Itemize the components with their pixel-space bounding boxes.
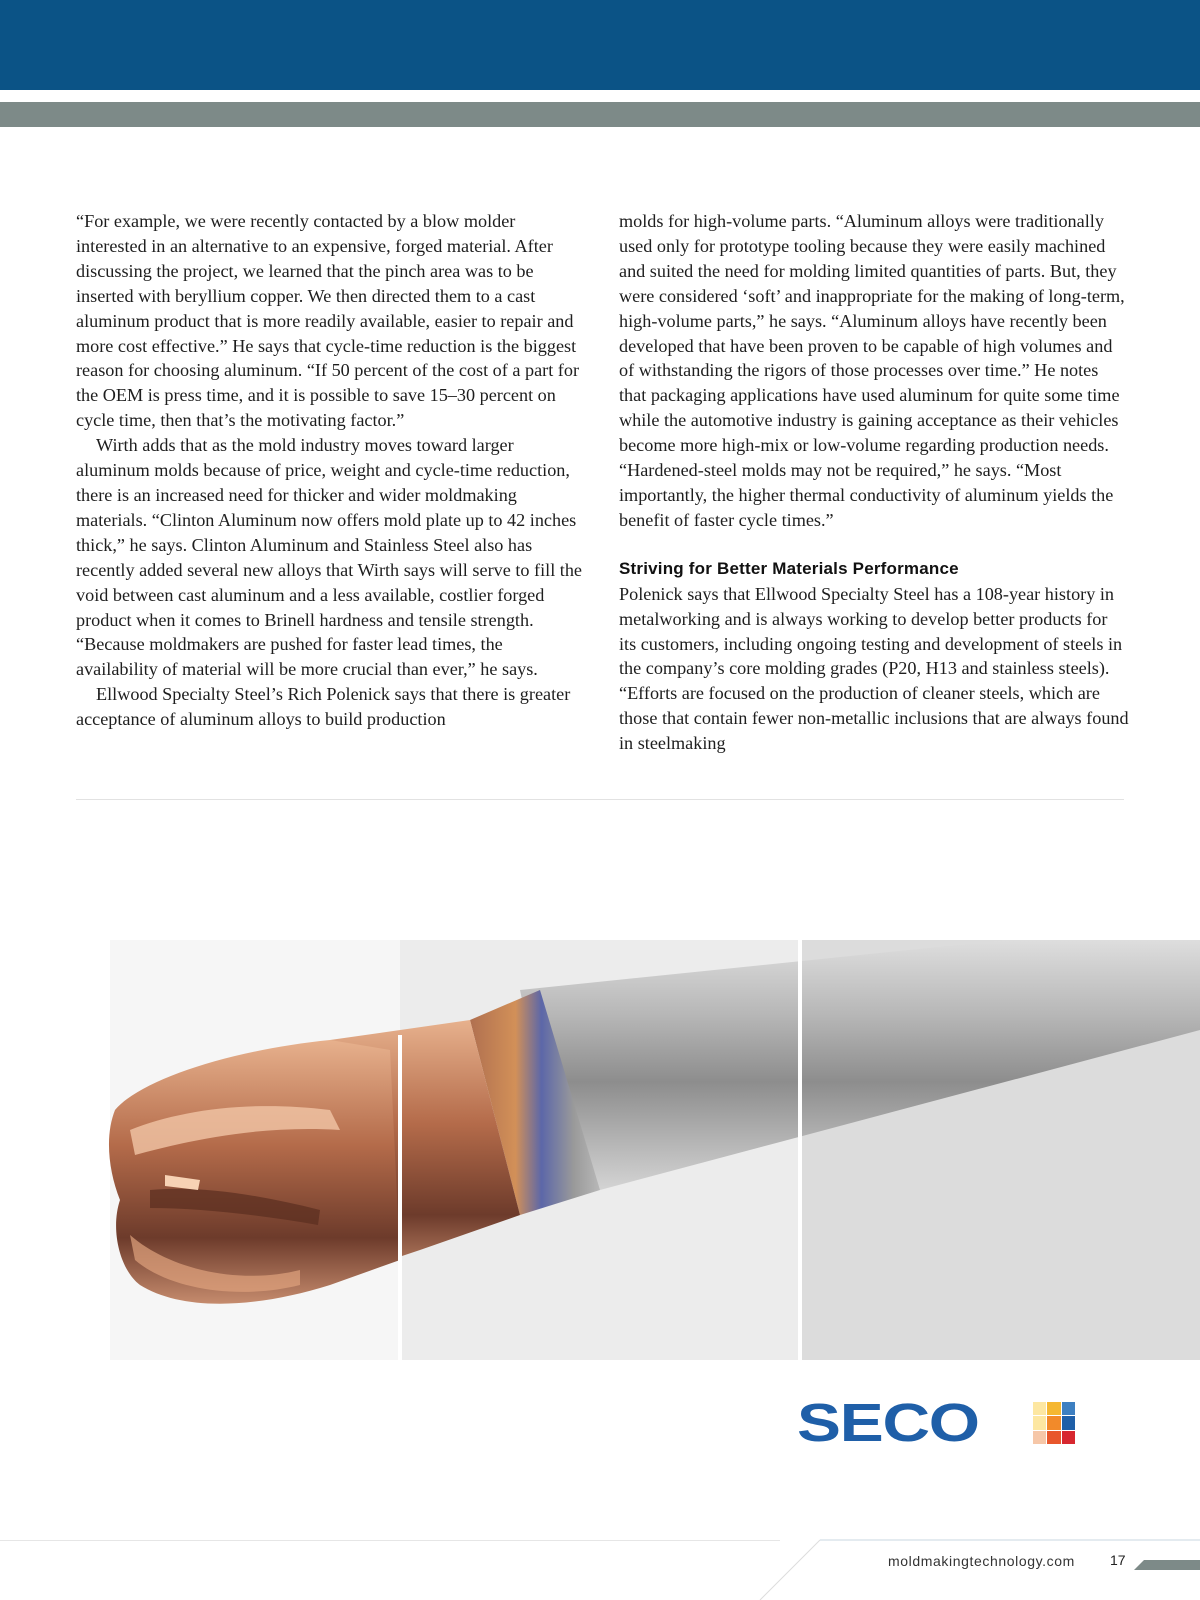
footer-website: moldmakingtechnology.com xyxy=(888,1553,1075,1569)
footer-rule xyxy=(0,1540,780,1541)
footer-decoration xyxy=(740,1536,840,1600)
paragraph: “For example, we were recently contacted by a blow molder interested in an alternative to an expensive, forged material. After discussing the project, we learned that the pinch area was to be inserted with beryllium copper. We then directed them to a cast aluminum product that is more readily available, easier to repair and more cost effective.” He says that cycle-time reduction is the biggest reason for choosing aluminum. “If 50 percent of the cost of a part for the OEM is press time, and it is possible to save 15–30 percent on cycle time, then that’s the motivating factor.” xyxy=(76,211,580,431)
footer-blue-rule xyxy=(820,1539,1200,1541)
header-grey-band xyxy=(0,102,1200,127)
page-tab-marker xyxy=(1134,1560,1200,1570)
paragraph: Wirth adds that as the mold industry moves toward larger aluminum molds because of price, weight and cycle-time reduction, there is an increased need for thicker and wider moldmaking materials. “Clinton Aluminum now offers mold plate up to 42 inches thick,” he says. Clinton Aluminum and Stainless Steel also has recently added several new alloys that Wirth says will serve to fill the void between cast aluminum and a less available, costlier forged product when it comes to Brinell hardness and tensile strength. “Because moldmakers are pushed for faster lead times, the availability of material will be more crucial than ever,” he says. xyxy=(76,435,583,680)
brand-color-squares xyxy=(1033,1402,1075,1444)
section-divider xyxy=(76,799,1124,800)
article-right-column xyxy=(619,209,1129,756)
header-color-band xyxy=(0,0,1200,90)
paragraph: Polenick says that Ellwood Specialty Steel has a 108-year history in metalworking and is always working to develop better products for its customers, including ongoing testing and development of steels in the company’s core molding grades (P20, H13 and stainless steels). “Efforts are focused on the production of cleaner steels, which are those that contain fewer non-metallic inclusions that are always found in steelmaking xyxy=(619,583,1129,754)
section-subheading: Striving for Better Materials Performance xyxy=(619,558,959,578)
advertisement xyxy=(0,940,1200,1480)
page-number: 17 xyxy=(1110,1552,1126,1568)
paragraph: Ellwood Specialty Steel’s Rich Polenick says that there is greater acceptance of aluminum alloys to build production xyxy=(76,684,571,730)
paragraph: molds for high-volume parts. “Aluminum alloys were traditionally used only for prototype tooling because they were easily machined and suited the need for molding limited quantities of parts. But, they were considered ‘soft’ and inappropriate for the making of long-term, high-volume parts,” he says. “Aluminum alloys have recently been developed that have been proven to be capable of high volumes and of withstanding the rigors of those processes over time.” He notes that packaging applications have used aluminum for quite some time while the automotive industry is gaining acceptance as their vehicles become more high-mix or low-volume regarding production needs. “Hardened-steel molds may not be required,” he says. “Most importantly, the higher thermal conductivity of aluminum yields the benefit of faster cycle times.” xyxy=(619,211,1125,530)
article-left-column xyxy=(76,209,586,732)
brand-wordmark: SECO xyxy=(797,1393,979,1453)
seco-logo xyxy=(797,1393,1077,1453)
